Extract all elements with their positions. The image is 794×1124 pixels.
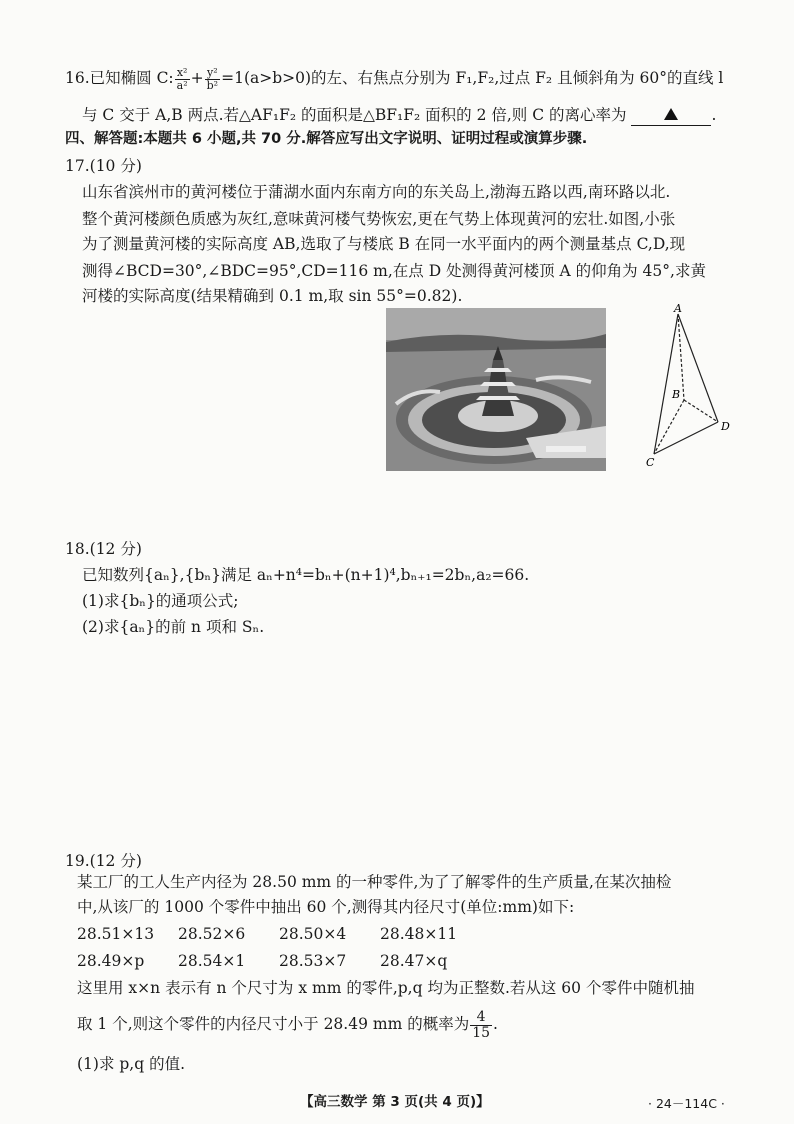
q16-answer-blank[interactable] (631, 101, 711, 126)
exam-code: · 24－114C · (648, 1096, 725, 1111)
data-cell: 28.48×11 (380, 925, 458, 943)
q17-text-line: 整个黄河楼颜色质感为灰红,意味黄河楼气势恢宏,更在气势上体现黄河的宏壮.如图,小张 (82, 210, 676, 228)
edge-ad (678, 314, 718, 422)
edge-cd (654, 422, 718, 454)
data-cell: 28.53×7 (279, 952, 347, 970)
page-footer: 【高三数学 第 3 页(共 4 页)】 (300, 1094, 490, 1110)
label-b: B (672, 388, 681, 401)
q17-text-line: 为了测量黄河楼的实际高度 AB,选取了与楼底 B 在同一水平面内的两个测量基点 C,D,现 (82, 235, 686, 253)
q19-data-row-2 (77, 949, 481, 973)
q17-text-line: 测得∠BCD=30°,∠BDC=95°,CD=116 m,在点 D 处测得黄河楼顶 A 的仰角为 45°,求黄 (82, 262, 706, 280)
section-4-heading: 四、解答题:本题共 6 小题,共 70 分.解答应写出文字说明、证明过程或演算步骤. (65, 131, 588, 147)
yellow-river-tower-photo (386, 308, 606, 471)
q16-frac-y (205, 67, 220, 91)
q16-frac-x-num: x² (175, 67, 190, 80)
q17-header: 17.(10 分) (65, 157, 142, 175)
q16-frac-y-den: b² (206, 78, 219, 92)
label-a: A (674, 302, 682, 315)
q16-lead: 16.已知椭圆 C: (65, 69, 174, 87)
q16-frac-x-den: a² (176, 78, 188, 92)
triangle-icon (664, 108, 678, 120)
prob-num: 4 (470, 1010, 492, 1026)
q16-line2-end: . (711, 106, 717, 124)
q19-line3: 这里用 x×n 表示有 n 个尺寸为 x mm 的零件,p,q 均为正整数.若从这 60 个零件中随机抽 (77, 979, 695, 997)
q19-part1: (1)求 p,q 的值. (77, 1055, 186, 1073)
q19-line4-end: . (493, 1015, 498, 1034)
q16-after-fracs: =1(a>b>0)的左、右焦点分别为 F₁,F₂,过点 F₂ 且倾斜角为 60°的直线 l (221, 69, 724, 87)
q18-part1: (1)求{bₙ}的通项公式; (82, 592, 239, 610)
q19-data-row-1 (77, 922, 481, 946)
q16-plus: + (190, 69, 204, 87)
q16-line2-text: 与 C 交于 A,B 两点.若△AF₁F₂ 的面积是△BF₁F₂ 面积的 2 倍,则 C 的离心率为 (82, 106, 627, 124)
data-cell: 28.47×q (380, 952, 448, 970)
tetrahedron-diagram (640, 300, 740, 472)
prob-den: 15 (472, 1024, 491, 1041)
edge-bd (684, 400, 718, 422)
data-cell: 28.51×13 (77, 925, 155, 943)
tower-photo-illustration (386, 308, 606, 471)
q19-line2: 中,从该厂的 1000 个零件中抽出 60 个,测得其内径尺寸(单位:mm)如下: (77, 898, 575, 916)
q19-line1: 某工厂的工人生产内径为 28.50 mm 的一种零件,为了了解零件的生产质量,在某次抽检 (77, 873, 672, 891)
q19-line4 (77, 1010, 498, 1040)
q19-header: 19.(12 分) (65, 852, 142, 870)
data-cell: 28.54×1 (178, 952, 246, 970)
q18-statement: 已知数列{aₙ},{bₙ}满足 aₙ+n⁴=bₙ+(n+1)⁴,bₙ₊₁=2bₙ,a₂=66. (82, 566, 530, 584)
q16-line1 (65, 66, 723, 91)
data-cell: 28.49×p (77, 952, 145, 970)
q16-line2 (82, 103, 716, 128)
q17-text-line: 山东省滨州市的黄河楼位于蒲湖水面内东南方向的东关岛上,渤海五路以西,南环路以北. (82, 183, 671, 201)
label-d: D (721, 420, 730, 433)
q16-frac-y-num: y² (205, 67, 220, 80)
q18-header: 18.(12 分) (65, 540, 142, 558)
label-c: C (646, 456, 655, 469)
q19-line4-text: 取 1 个,则这个零件的内径尺寸小于 28.49 mm 的概率为 (77, 1015, 470, 1034)
q16-frac-x (175, 67, 190, 91)
q18-part2: (2)求{aₙ}的前 n 项和 Sₙ. (82, 618, 265, 636)
data-cell: 28.52×6 (178, 925, 246, 943)
q17-text-line: 河楼的实际高度(结果精确到 0.1 m,取 sin 55°=0.82). (82, 287, 463, 305)
data-cell: 28.50×4 (279, 925, 347, 943)
q19-probability-fraction (470, 1010, 492, 1040)
